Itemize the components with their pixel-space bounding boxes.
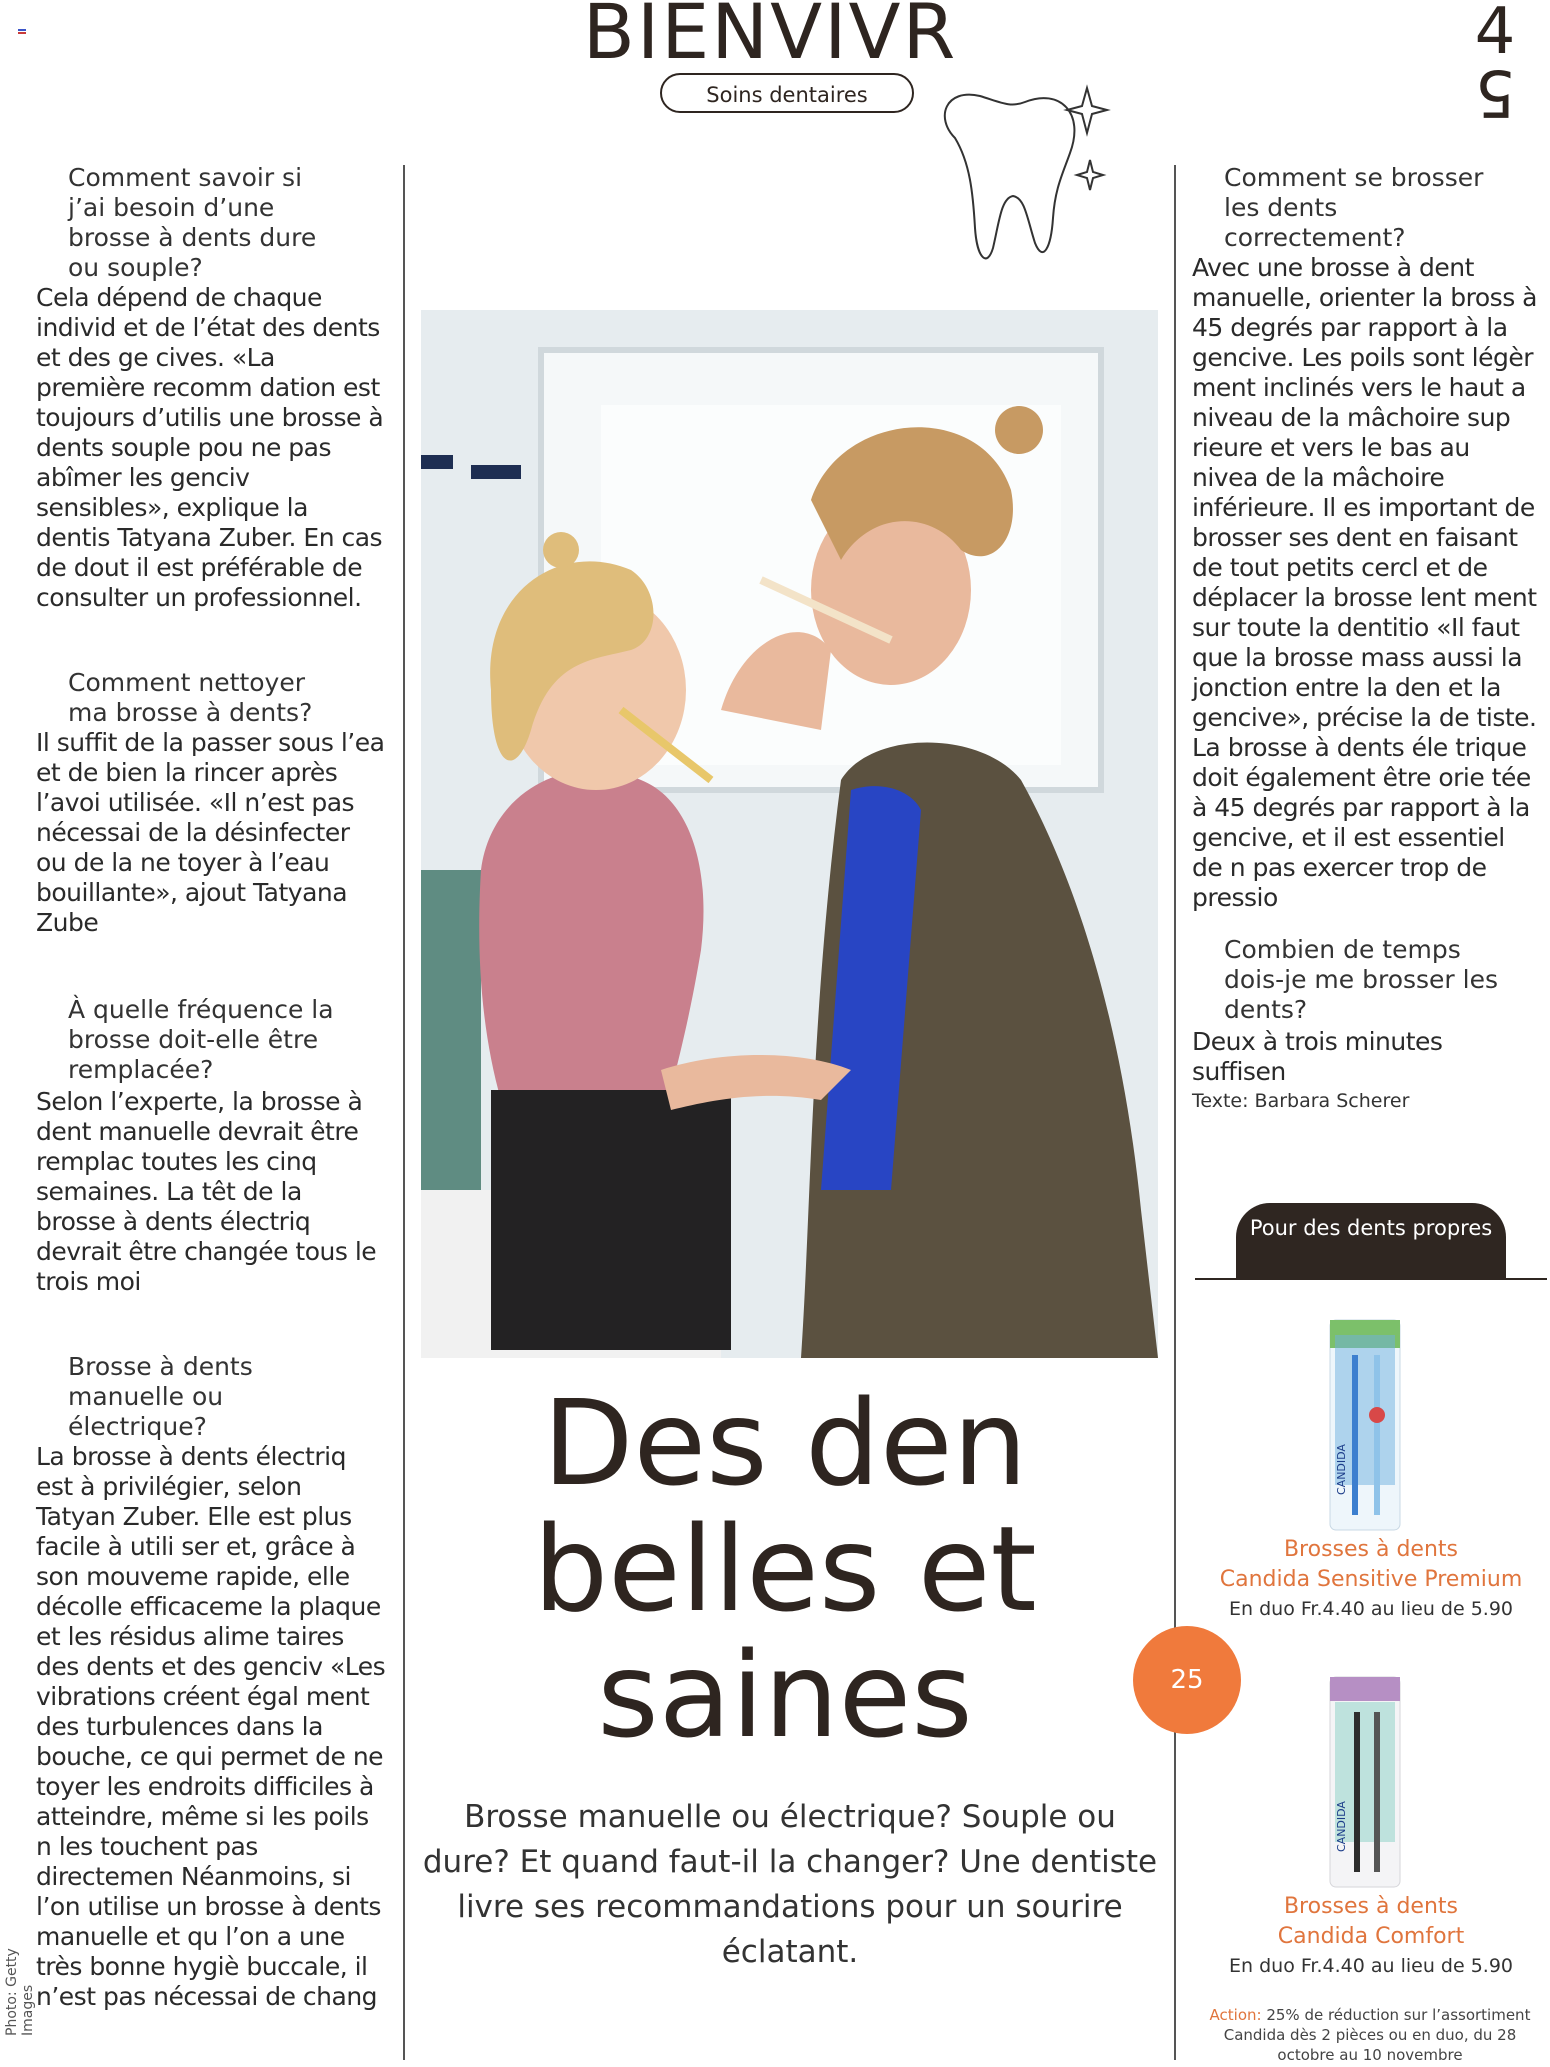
product-price: En duo Fr.4.40 au lieu de 5.90 [1229,1955,1513,1977]
product-info [1195,1892,1547,1980]
column-divider-right [1174,165,1176,2060]
product-title: Candida Comfort [1277,1924,1465,1949]
page-number-bottom: 5 [1474,55,1516,129]
headline-line-1: Des den [542,1374,1028,1512]
answer-text: Cela dépend de chaque individ et de l’état des dents et des ge cives. «La première recomm dation est toujours d’utilis une brosse à dents souple pou ne pas abîmer les genciv sensibles», explique la dentis Tatyana Zuber. En cas de dout il est préférable de consulter un professionnel. [36,283,384,612]
question-heading: Comment se brosser les dents correctement? [1224,163,1484,252]
product-box-tab: Pour des dents propres [1236,1203,1506,1279]
product-title: Brosses à dents [1283,1537,1459,1562]
product-price: En duo Fr.4.40 au lieu de 5.90 [1229,1598,1513,1620]
lead-paragraph: Brosse manuelle ou électrique? Souple ou dure? Et quand faut-il la changer? Une dentiste livre ses recommandations pour un sourire éclatant. [422,1799,1158,1970]
tooth-sketch-icon [925,78,1115,278]
product-image [1305,1672,1425,1892]
product-title: Candida Sensitive Premium [1219,1567,1523,1592]
column-divider-left [403,165,405,2060]
question-heading: Combien de temps dois-je me brosser les dents? [1224,935,1499,1024]
answer-text: Il suffit de la passer sous l’ea et de bien la rincer après l’avoi utilisée. «Il n’est pas nécessai de la désinfecter ou de la ne toyer à l’eau bouillante», ajout Tatyana Zube [36,728,385,937]
answer-text: Avec une brosse à dent manuelle, orienter la bross à 45 degrés par rapport à la gencive. Les poils sont légèr ment inclinés vers le haut a niveau de la mâchoire sup rieure et vers le bas au nivea de la mâchoire inférieure. Il es important de brosser ses dent en faisant de tout petits cercl et de déplacer la brosse lent ment sur toute la dentitio «Il faut que la brosse mass aussi la jonction entre la den et la gencive», précise la de tiste. La brosse à dents éle trique doit également être orie tée à 45 degrés par rapport à la gencive, et il est essentiel de n pas exercer trop de pressio [1192,253,1537,912]
product-info [1195,1535,1547,1623]
question-heading: Comment savoir si j’ai besoin d’une brosse à dents dure ou souple? [68,163,317,282]
page-badge: 25 [1133,1626,1241,1734]
product-box-rule [1195,1278,1547,1280]
page-number [1470,0,1520,129]
section-label: Soins dentaires [660,73,914,113]
question-heading: À quelle fréquence la brosse doit-elle être remplacée? [68,995,334,1084]
author-credit: Texte: Barbara Scherer [1192,1090,1410,1112]
answer-text: Deux à trois minutes suffisen [1192,1027,1443,1086]
answer-text: La brosse à dents électriq est à privilégier, selon Tatyan Zuber. Elle est plus facile à utili ser et, grâce à son mouveme rapide, elle décolle efficaceme la plaque et les résidus alime taires des dents et des genciv «Les vibrations créent égal ment des turbulences dans la bouche, ce qui permet de ne toyer les endroits difficiles à atteindre, même si les poils n les touchent pas directemen Néanmoins, si l’on utilise un brosse à dents manuelle et qu l’on a une très bonne hygiè buccale, il n’est pas nécessai de chang [36,1442,386,2011]
question-heading: Brosse à dents manuelle ou électrique? [68,1352,253,1441]
question-heading: Comment nettoyer ma brosse à dents? [68,668,313,727]
promo-label: Action: [1209,2006,1262,2024]
hero-photo [421,310,1158,1358]
product-brand: CANDIDA [1335,1444,1348,1495]
corner-mark [18,20,26,26]
masthead: BIENVIVR [582,0,958,76]
product-title: Brosses à dents [1283,1894,1459,1919]
headline-line-2: belles et [533,1500,1037,1638]
answer-text: Selon l’experte, la brosse à dent manuelle devrait être remplac toutes les cinq semaines. La têt de la brosse à dents électriq devrait être changée tous le trois moi [36,1087,377,1296]
promo-note [1205,2005,1535,2065]
headline-line-3: saines [597,1626,973,1764]
sparkle-icon [1067,88,1107,133]
page-number-top: 4 [1474,0,1516,69]
promo-text: 25% de réduction sur l’assortiment Candida dès 2 pièces ou en duo, du 28 octobre au 10 novembre [1223,2006,1531,2064]
product-brand: CANDIDA [1335,1801,1348,1852]
product-image [1305,1315,1425,1535]
photo-credit: Photo: Getty Images [4,1948,36,2036]
headline [520,1374,1050,1764]
